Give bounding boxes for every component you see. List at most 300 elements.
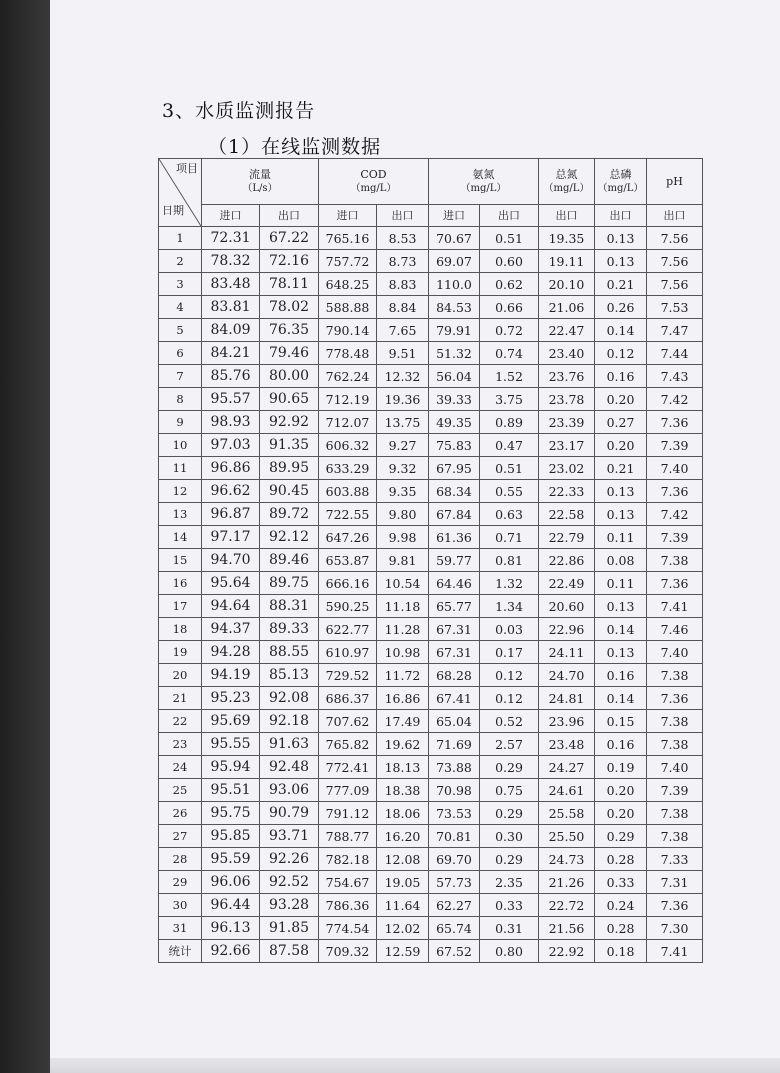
flow-outlet-cell: 89.33 bbox=[260, 618, 319, 641]
flow-outlet-cell: 92.92 bbox=[260, 411, 319, 434]
corner-header-cell bbox=[159, 159, 202, 227]
cod-outlet-cell: 8.84 bbox=[377, 296, 429, 319]
cod-outlet-cell: 8.53 bbox=[377, 227, 429, 250]
subheader-outlet: 出口 bbox=[377, 205, 429, 227]
date-cell: 2 bbox=[159, 250, 202, 273]
ammonia-outlet-cell: 0.72 bbox=[480, 319, 539, 342]
table-row bbox=[159, 687, 703, 710]
page-bottom-edge bbox=[50, 1058, 780, 1073]
ammonia-inlet-cell: 75.83 bbox=[429, 434, 480, 457]
cod-inlet-cell: 762.24 bbox=[319, 365, 377, 388]
date-cell: 29 bbox=[159, 871, 202, 894]
cod-inlet-cell: 603.88 bbox=[319, 480, 377, 503]
flow-inlet-cell: 94.19 bbox=[202, 664, 260, 687]
ph-outlet-cell: 7.38 bbox=[647, 825, 703, 848]
flow-outlet-cell: 91.63 bbox=[260, 733, 319, 756]
ph-outlet-cell: 7.46 bbox=[647, 618, 703, 641]
ph-outlet-cell: 7.38 bbox=[647, 549, 703, 572]
unit-label: （L/s） bbox=[242, 182, 278, 194]
cod-inlet-cell: 606.32 bbox=[319, 434, 377, 457]
ammonia-inlet-cell: 62.27 bbox=[429, 894, 480, 917]
cod-inlet-cell: 709.32 bbox=[319, 940, 377, 963]
flow-inlet-cell: 95.23 bbox=[202, 687, 260, 710]
ammonia-inlet-cell: 110.0 bbox=[429, 273, 480, 296]
total-phosphorus-outlet-cell: 0.16 bbox=[595, 733, 647, 756]
total-nitrogen-outlet-cell: 21.06 bbox=[539, 296, 595, 319]
ammonia-inlet-cell: 67.84 bbox=[429, 503, 480, 526]
flow-outlet-cell: 76.35 bbox=[260, 319, 319, 342]
flow-outlet-cell: 91.35 bbox=[260, 434, 319, 457]
ph-outlet-cell: 7.56 bbox=[647, 273, 703, 296]
cod-inlet-cell: 633.29 bbox=[319, 457, 377, 480]
cod-inlet-cell: 772.41 bbox=[319, 756, 377, 779]
cod-inlet-cell: 666.16 bbox=[319, 572, 377, 595]
cod-inlet-cell: 791.12 bbox=[319, 802, 377, 825]
ammonia-outlet-cell: 0.33 bbox=[480, 894, 539, 917]
flow-inlet-cell: 84.21 bbox=[202, 342, 260, 365]
date-cell: 23 bbox=[159, 733, 202, 756]
flow-inlet-cell: 95.55 bbox=[202, 733, 260, 756]
cod-inlet-cell: 754.67 bbox=[319, 871, 377, 894]
total-phosphorus-outlet-cell: 0.16 bbox=[595, 365, 647, 388]
monitoring-data-table bbox=[158, 158, 703, 963]
cod-inlet-cell: 648.25 bbox=[319, 273, 377, 296]
date-cell: 27 bbox=[159, 825, 202, 848]
date-cell: 13 bbox=[159, 503, 202, 526]
flow-inlet-cell: 95.57 bbox=[202, 388, 260, 411]
ph-outlet-cell: 7.41 bbox=[647, 595, 703, 618]
cod-outlet-cell: 16.20 bbox=[377, 825, 429, 848]
total-nitrogen-outlet-cell: 24.11 bbox=[539, 641, 595, 664]
flow-outlet-cell: 89.72 bbox=[260, 503, 319, 526]
total-phosphorus-outlet-cell: 0.14 bbox=[595, 319, 647, 342]
scan-shadow-edge bbox=[0, 0, 50, 1073]
cod-outlet-cell: 11.18 bbox=[377, 595, 429, 618]
flow-outlet-cell: 78.11 bbox=[260, 273, 319, 296]
corner-label-item: 项目 bbox=[176, 162, 198, 175]
table-row bbox=[159, 434, 703, 457]
ammonia-outlet-cell: 0.63 bbox=[480, 503, 539, 526]
header-group-total-phosphorus: 总磷 （mg/L） bbox=[595, 159, 647, 205]
flow-outlet-cell: 72.16 bbox=[260, 250, 319, 273]
total-nitrogen-outlet-cell: 23.78 bbox=[539, 388, 595, 411]
ammonia-inlet-cell: 51.32 bbox=[429, 342, 480, 365]
subheader-inlet: 进口 bbox=[319, 205, 377, 227]
ammonia-outlet-cell: 0.29 bbox=[480, 848, 539, 871]
total-nitrogen-outlet-cell: 24.27 bbox=[539, 756, 595, 779]
total-nitrogen-outlet-cell: 24.70 bbox=[539, 664, 595, 687]
ammonia-inlet-cell: 67.52 bbox=[429, 940, 480, 963]
date-cell: 25 bbox=[159, 779, 202, 802]
ammonia-outlet-cell: 0.47 bbox=[480, 434, 539, 457]
table-row bbox=[159, 871, 703, 894]
flow-inlet-cell: 85.76 bbox=[202, 365, 260, 388]
cod-outlet-cell: 19.62 bbox=[377, 733, 429, 756]
table-row bbox=[159, 480, 703, 503]
ammonia-inlet-cell: 65.74 bbox=[429, 917, 480, 940]
cod-outlet-cell: 7.65 bbox=[377, 319, 429, 342]
flow-inlet-cell: 84.09 bbox=[202, 319, 260, 342]
total-phosphorus-outlet-cell: 0.11 bbox=[595, 572, 647, 595]
ph-outlet-cell: 7.41 bbox=[647, 940, 703, 963]
subheader-outlet: 出口 bbox=[647, 205, 703, 227]
summary-row bbox=[159, 940, 703, 963]
cod-outlet-cell: 11.64 bbox=[377, 894, 429, 917]
date-cell: 18 bbox=[159, 618, 202, 641]
ammonia-outlet-cell: 0.66 bbox=[480, 296, 539, 319]
total-nitrogen-outlet-cell: 20.10 bbox=[539, 273, 595, 296]
ammonia-inlet-cell: 70.81 bbox=[429, 825, 480, 848]
ph-outlet-cell: 7.31 bbox=[647, 871, 703, 894]
ammonia-outlet-cell: 0.89 bbox=[480, 411, 539, 434]
ph-outlet-cell: 7.56 bbox=[647, 250, 703, 273]
corner-label-date: 日期 bbox=[162, 204, 184, 217]
flow-outlet-cell: 80.00 bbox=[260, 365, 319, 388]
ammonia-outlet-cell: 0.12 bbox=[480, 687, 539, 710]
cod-inlet-cell: 647.26 bbox=[319, 526, 377, 549]
table-row bbox=[159, 388, 703, 411]
flow-inlet-cell: 94.37 bbox=[202, 618, 260, 641]
ammonia-outlet-cell: 0.52 bbox=[480, 710, 539, 733]
ph-outlet-cell: 7.56 bbox=[647, 227, 703, 250]
flow-inlet-cell: 96.13 bbox=[202, 917, 260, 940]
cod-inlet-cell: 712.19 bbox=[319, 388, 377, 411]
table-row bbox=[159, 572, 703, 595]
date-cell: 统计 bbox=[159, 940, 202, 963]
total-nitrogen-outlet-cell: 23.76 bbox=[539, 365, 595, 388]
flow-inlet-cell: 95.59 bbox=[202, 848, 260, 871]
ammonia-outlet-cell: 0.71 bbox=[480, 526, 539, 549]
cod-inlet-cell: 610.97 bbox=[319, 641, 377, 664]
cod-inlet-cell: 722.55 bbox=[319, 503, 377, 526]
ammonia-inlet-cell: 68.34 bbox=[429, 480, 480, 503]
cod-inlet-cell: 777.09 bbox=[319, 779, 377, 802]
flow-inlet-cell: 95.64 bbox=[202, 572, 260, 595]
ammonia-outlet-cell: 2.35 bbox=[480, 871, 539, 894]
subheader-outlet: 出口 bbox=[260, 205, 319, 227]
flow-inlet-cell: 92.66 bbox=[202, 940, 260, 963]
ammonia-outlet-cell: 0.29 bbox=[480, 802, 539, 825]
flow-outlet-cell: 89.95 bbox=[260, 457, 319, 480]
cod-outlet-cell: 10.54 bbox=[377, 572, 429, 595]
flow-outlet-cell: 93.71 bbox=[260, 825, 319, 848]
total-nitrogen-outlet-cell: 22.33 bbox=[539, 480, 595, 503]
total-phosphorus-outlet-cell: 0.27 bbox=[595, 411, 647, 434]
date-cell: 11 bbox=[159, 457, 202, 480]
date-cell: 26 bbox=[159, 802, 202, 825]
total-nitrogen-outlet-cell: 21.26 bbox=[539, 871, 595, 894]
ph-outlet-cell: 7.39 bbox=[647, 779, 703, 802]
flow-inlet-cell: 95.75 bbox=[202, 802, 260, 825]
ph-outlet-cell: 7.40 bbox=[647, 756, 703, 779]
ph-outlet-cell: 7.39 bbox=[647, 434, 703, 457]
total-nitrogen-outlet-cell: 23.17 bbox=[539, 434, 595, 457]
flow-inlet-cell: 96.86 bbox=[202, 457, 260, 480]
flow-outlet-cell: 85.13 bbox=[260, 664, 319, 687]
ammonia-outlet-cell: 0.55 bbox=[480, 480, 539, 503]
date-cell: 30 bbox=[159, 894, 202, 917]
total-nitrogen-outlet-cell: 24.73 bbox=[539, 848, 595, 871]
cod-outlet-cell: 17.49 bbox=[377, 710, 429, 733]
cod-outlet-cell: 19.36 bbox=[377, 388, 429, 411]
ammonia-outlet-cell: 2.57 bbox=[480, 733, 539, 756]
cod-inlet-cell: 778.48 bbox=[319, 342, 377, 365]
total-phosphorus-outlet-cell: 0.28 bbox=[595, 917, 647, 940]
flow-outlet-cell: 90.65 bbox=[260, 388, 319, 411]
total-phosphorus-outlet-cell: 0.21 bbox=[595, 457, 647, 480]
date-cell: 28 bbox=[159, 848, 202, 871]
cod-inlet-cell: 774.54 bbox=[319, 917, 377, 940]
total-nitrogen-outlet-cell: 25.50 bbox=[539, 825, 595, 848]
total-nitrogen-outlet-cell: 19.35 bbox=[539, 227, 595, 250]
ammonia-outlet-cell: 0.30 bbox=[480, 825, 539, 848]
date-cell: 31 bbox=[159, 917, 202, 940]
cod-inlet-cell: 790.14 bbox=[319, 319, 377, 342]
flow-inlet-cell: 72.31 bbox=[202, 227, 260, 250]
total-nitrogen-outlet-cell: 22.79 bbox=[539, 526, 595, 549]
ph-outlet-cell: 7.40 bbox=[647, 641, 703, 664]
flow-outlet-cell: 92.08 bbox=[260, 687, 319, 710]
ammonia-outlet-cell: 0.74 bbox=[480, 342, 539, 365]
table-row bbox=[159, 319, 703, 342]
cod-outlet-cell: 12.02 bbox=[377, 917, 429, 940]
flow-inlet-cell: 97.03 bbox=[202, 434, 260, 457]
ph-outlet-cell: 7.43 bbox=[647, 365, 703, 388]
table-row bbox=[159, 664, 703, 687]
ammonia-inlet-cell: 65.04 bbox=[429, 710, 480, 733]
ph-outlet-cell: 7.39 bbox=[647, 526, 703, 549]
ammonia-outlet-cell: 0.17 bbox=[480, 641, 539, 664]
flow-inlet-cell: 95.85 bbox=[202, 825, 260, 848]
total-phosphorus-outlet-cell: 0.33 bbox=[595, 871, 647, 894]
ph-outlet-cell: 7.53 bbox=[647, 296, 703, 319]
cod-inlet-cell: 765.16 bbox=[319, 227, 377, 250]
table-row bbox=[159, 802, 703, 825]
ammonia-outlet-cell: 1.32 bbox=[480, 572, 539, 595]
total-phosphorus-outlet-cell: 0.14 bbox=[595, 687, 647, 710]
total-phosphorus-outlet-cell: 0.13 bbox=[595, 227, 647, 250]
unit-label: （mg/L） bbox=[350, 182, 397, 194]
subheader-outlet: 出口 bbox=[539, 205, 595, 227]
ammonia-outlet-cell: 1.52 bbox=[480, 365, 539, 388]
subheader-inlet: 进口 bbox=[429, 205, 480, 227]
flow-outlet-cell: 79.46 bbox=[260, 342, 319, 365]
total-phosphorus-outlet-cell: 0.13 bbox=[595, 595, 647, 618]
header-group-ammonia: 氨氮 （mg/L） bbox=[429, 159, 539, 205]
total-phosphorus-outlet-cell: 0.12 bbox=[595, 342, 647, 365]
flow-inlet-cell: 94.70 bbox=[202, 549, 260, 572]
flow-outlet-cell: 90.79 bbox=[260, 802, 319, 825]
ph-outlet-cell: 7.42 bbox=[647, 388, 703, 411]
table-row bbox=[159, 457, 703, 480]
ammonia-inlet-cell: 70.67 bbox=[429, 227, 480, 250]
ammonia-inlet-cell: 71.69 bbox=[429, 733, 480, 756]
cod-outlet-cell: 8.73 bbox=[377, 250, 429, 273]
date-cell: 10 bbox=[159, 434, 202, 457]
flow-outlet-cell: 92.18 bbox=[260, 710, 319, 733]
date-cell: 19 bbox=[159, 641, 202, 664]
ammonia-inlet-cell: 65.77 bbox=[429, 595, 480, 618]
flow-inlet-cell: 95.94 bbox=[202, 756, 260, 779]
ammonia-inlet-cell: 49.35 bbox=[429, 411, 480, 434]
header-group-ph: pH bbox=[647, 159, 703, 205]
table-row bbox=[159, 365, 703, 388]
ammonia-inlet-cell: 59.77 bbox=[429, 549, 480, 572]
total-phosphorus-outlet-cell: 0.14 bbox=[595, 618, 647, 641]
cod-outlet-cell: 12.08 bbox=[377, 848, 429, 871]
total-phosphorus-outlet-cell: 0.20 bbox=[595, 802, 647, 825]
cod-outlet-cell: 9.98 bbox=[377, 526, 429, 549]
flow-inlet-cell: 95.69 bbox=[202, 710, 260, 733]
date-cell: 5 bbox=[159, 319, 202, 342]
cod-inlet-cell: 653.87 bbox=[319, 549, 377, 572]
cod-inlet-cell: 729.52 bbox=[319, 664, 377, 687]
ammonia-inlet-cell: 73.88 bbox=[429, 756, 480, 779]
flow-inlet-cell: 83.48 bbox=[202, 273, 260, 296]
table-row bbox=[159, 342, 703, 365]
total-nitrogen-outlet-cell: 22.58 bbox=[539, 503, 595, 526]
cod-outlet-cell: 10.98 bbox=[377, 641, 429, 664]
table-row bbox=[159, 618, 703, 641]
ph-outlet-cell: 7.36 bbox=[647, 687, 703, 710]
table-row bbox=[159, 733, 703, 756]
table-body bbox=[159, 227, 703, 963]
flow-outlet-cell: 78.02 bbox=[260, 296, 319, 319]
ph-outlet-cell: 7.44 bbox=[647, 342, 703, 365]
table-row bbox=[159, 779, 703, 802]
ammonia-outlet-cell: 0.81 bbox=[480, 549, 539, 572]
ammonia-inlet-cell: 84.53 bbox=[429, 296, 480, 319]
cod-inlet-cell: 712.07 bbox=[319, 411, 377, 434]
total-nitrogen-outlet-cell: 21.56 bbox=[539, 917, 595, 940]
date-cell: 4 bbox=[159, 296, 202, 319]
ammonia-outlet-cell: 0.51 bbox=[480, 227, 539, 250]
subheader-outlet: 出口 bbox=[595, 205, 647, 227]
cod-inlet-cell: 588.88 bbox=[319, 296, 377, 319]
cod-inlet-cell: 788.77 bbox=[319, 825, 377, 848]
flow-inlet-cell: 95.51 bbox=[202, 779, 260, 802]
ammonia-outlet-cell: 0.60 bbox=[480, 250, 539, 273]
table-header bbox=[159, 159, 703, 227]
flow-outlet-cell: 92.12 bbox=[260, 526, 319, 549]
date-cell: 20 bbox=[159, 664, 202, 687]
date-cell: 9 bbox=[159, 411, 202, 434]
cod-outlet-cell: 9.81 bbox=[377, 549, 429, 572]
total-phosphorus-outlet-cell: 0.29 bbox=[595, 825, 647, 848]
total-phosphorus-outlet-cell: 0.16 bbox=[595, 664, 647, 687]
cod-outlet-cell: 9.51 bbox=[377, 342, 429, 365]
ph-outlet-cell: 7.30 bbox=[647, 917, 703, 940]
ammonia-inlet-cell: 56.04 bbox=[429, 365, 480, 388]
flow-outlet-cell: 92.52 bbox=[260, 871, 319, 894]
cod-outlet-cell: 8.83 bbox=[377, 273, 429, 296]
cod-outlet-cell: 9.27 bbox=[377, 434, 429, 457]
ammonia-inlet-cell: 68.28 bbox=[429, 664, 480, 687]
ph-outlet-cell: 7.38 bbox=[647, 664, 703, 687]
header-group-total-nitrogen: 总氮 （mg/L） bbox=[539, 159, 595, 205]
flow-outlet-cell: 90.45 bbox=[260, 480, 319, 503]
total-nitrogen-outlet-cell: 19.11 bbox=[539, 250, 595, 273]
flow-outlet-cell: 92.26 bbox=[260, 848, 319, 871]
total-nitrogen-outlet-cell: 23.40 bbox=[539, 342, 595, 365]
total-phosphorus-outlet-cell: 0.19 bbox=[595, 756, 647, 779]
total-nitrogen-outlet-cell: 23.02 bbox=[539, 457, 595, 480]
date-cell: 3 bbox=[159, 273, 202, 296]
cod-outlet-cell: 16.86 bbox=[377, 687, 429, 710]
flow-inlet-cell: 97.17 bbox=[202, 526, 260, 549]
flow-inlet-cell: 96.62 bbox=[202, 480, 260, 503]
flow-outlet-cell: 87.58 bbox=[260, 940, 319, 963]
total-phosphorus-outlet-cell: 0.18 bbox=[595, 940, 647, 963]
ammonia-outlet-cell: 3.75 bbox=[480, 388, 539, 411]
table-row bbox=[159, 411, 703, 434]
ammonia-outlet-cell: 0.31 bbox=[480, 917, 539, 940]
date-cell: 15 bbox=[159, 549, 202, 572]
total-nitrogen-outlet-cell: 25.58 bbox=[539, 802, 595, 825]
ammonia-inlet-cell: 67.31 bbox=[429, 641, 480, 664]
cod-inlet-cell: 782.18 bbox=[319, 848, 377, 871]
total-nitrogen-outlet-cell: 22.86 bbox=[539, 549, 595, 572]
total-phosphorus-outlet-cell: 0.20 bbox=[595, 388, 647, 411]
table-row bbox=[159, 848, 703, 871]
cod-outlet-cell: 18.13 bbox=[377, 756, 429, 779]
ph-outlet-cell: 7.36 bbox=[647, 411, 703, 434]
total-nitrogen-outlet-cell: 24.61 bbox=[539, 779, 595, 802]
ph-outlet-cell: 7.42 bbox=[647, 503, 703, 526]
total-phosphorus-outlet-cell: 0.26 bbox=[595, 296, 647, 319]
unit-label: （mg/L） bbox=[543, 182, 590, 194]
total-phosphorus-outlet-cell: 0.15 bbox=[595, 710, 647, 733]
ph-outlet-cell: 7.36 bbox=[647, 480, 703, 503]
ph-outlet-cell: 7.38 bbox=[647, 733, 703, 756]
date-cell: 16 bbox=[159, 572, 202, 595]
table-row bbox=[159, 641, 703, 664]
date-cell: 7 bbox=[159, 365, 202, 388]
cod-outlet-cell: 12.59 bbox=[377, 940, 429, 963]
table-row bbox=[159, 503, 703, 526]
total-phosphorus-outlet-cell: 0.13 bbox=[595, 250, 647, 273]
ammonia-inlet-cell: 64.46 bbox=[429, 572, 480, 595]
ammonia-inlet-cell: 67.31 bbox=[429, 618, 480, 641]
header-group-cod: COD （mg/L） bbox=[319, 159, 429, 205]
cod-inlet-cell: 786.36 bbox=[319, 894, 377, 917]
ammonia-outlet-cell: 0.80 bbox=[480, 940, 539, 963]
flow-inlet-cell: 94.64 bbox=[202, 595, 260, 618]
ph-outlet-cell: 7.36 bbox=[647, 894, 703, 917]
table-row bbox=[159, 273, 703, 296]
table-row bbox=[159, 296, 703, 319]
ph-outlet-cell: 7.38 bbox=[647, 802, 703, 825]
unit-label: （mg/L） bbox=[597, 182, 644, 194]
flow-inlet-cell: 83.81 bbox=[202, 296, 260, 319]
date-cell: 1 bbox=[159, 227, 202, 250]
ammonia-outlet-cell: 0.62 bbox=[480, 273, 539, 296]
total-nitrogen-outlet-cell: 22.96 bbox=[539, 618, 595, 641]
cod-outlet-cell: 13.75 bbox=[377, 411, 429, 434]
total-nitrogen-outlet-cell: 23.39 bbox=[539, 411, 595, 434]
total-nitrogen-outlet-cell: 24.81 bbox=[539, 687, 595, 710]
flow-inlet-cell: 96.06 bbox=[202, 871, 260, 894]
table-row bbox=[159, 227, 703, 250]
cod-inlet-cell: 622.77 bbox=[319, 618, 377, 641]
total-phosphorus-outlet-cell: 0.11 bbox=[595, 526, 647, 549]
flow-outlet-cell: 89.46 bbox=[260, 549, 319, 572]
date-cell: 14 bbox=[159, 526, 202, 549]
table-row bbox=[159, 250, 703, 273]
ammonia-inlet-cell: 61.36 bbox=[429, 526, 480, 549]
flow-outlet-cell: 88.55 bbox=[260, 641, 319, 664]
subheader-inlet: 进口 bbox=[202, 205, 260, 227]
